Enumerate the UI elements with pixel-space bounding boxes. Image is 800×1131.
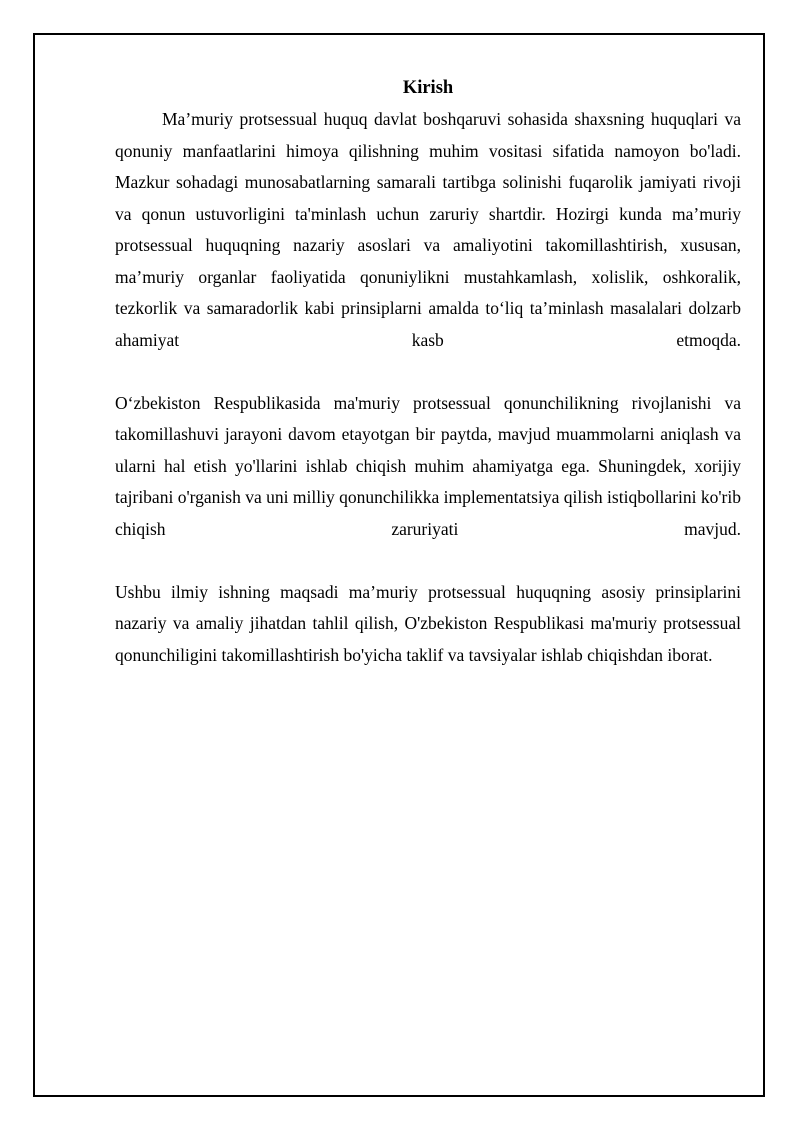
paragraph-goal: Ushbu ilmiy ishning maqsadi ma’muriy protsessual huquqning asosiy prinsiplarini nazariy va amaliy jihatdan tahlil qilish, O'zbekiston Respublikasi ma'muriy protsessual qonunchiligini takomillashtirish bo'yicha taklif va tavsiyalar ishlab chiqishdan iborat. [115, 581, 741, 665]
document-title: Kirish [402, 78, 454, 98]
document-body [115, 74, 741, 671]
paragraph-spacer [115, 356, 741, 388]
paragraph-spacer [115, 545, 741, 577]
paragraph-intro: Ma’muriy protsessual huquq davlat boshqaruvi sohasida shaxsning huquqlari va qonuniy manfaatlarini himoya qilishning muhim vositasi sifatida namoyon bo'ladi. Mazkur sohadagi munosabatlarning samarali tartibga solinishi fuqarolik jamiyati rivoji va qonun ustuvorligini ta'minlash uchun zaruriy shartdir. Hozirgi kunda ma’muriy protsessual huquqning nazariy asoslari va amaliyotini takomillashtirish, xususan, ma’muriy organlar faoliyatida qonuniylikni mustahkamlash, xolislik, oshkoralik, tezkorlik va samaradorlik kabi prinsiplarni amalda to‘liq ta’minlash masalalari dolzarb ahamiyat kasb etmoqda. [115, 109, 741, 350]
paragraph-uzbekistan: O‘zbekiston Respublikasida ma'muriy protsessual qonunchilikning rivojlanishi va takomillashuvi jarayoni davom etayotgan bir paytda, mavjud muammolarni aniqlash va ularni hal etish yo'llarini ishlab chiqish muhim ahamiyatga ega. Shuningdek, xorijiy tajribani o'rganish va uni milliy qonunchilikka implementatsiya qilish istiqbollarini ko'rib chiqish zaruriyati mavjud. [115, 392, 741, 539]
